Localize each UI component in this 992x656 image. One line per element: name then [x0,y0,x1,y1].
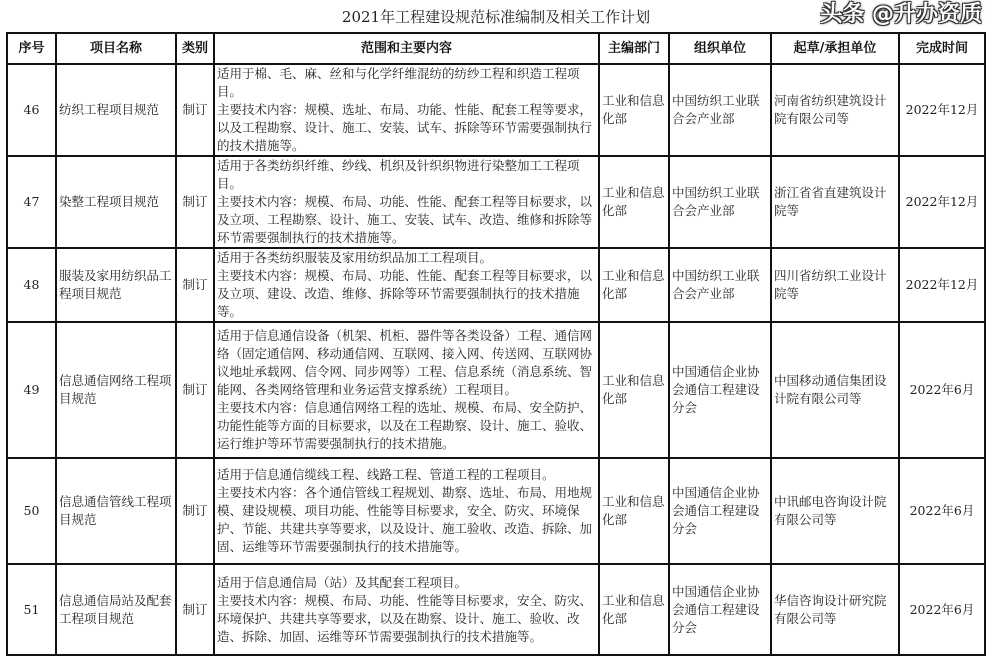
drafting-unit: 华信咨询设计研究院有限公司等 [771,564,899,655]
table-row [7,564,985,655]
table-row [7,458,985,564]
plan-table [6,32,986,656]
lead-department: 工业和信息化部 [599,322,669,458]
header-no: 序号 [7,33,56,64]
scope-scope: 适用于信息通信缆线工程、线路工程、管道工程的工程项目。 [217,467,555,482]
header-scope: 范围和主要内容 [214,33,599,64]
header-drafter: 起草/承担单位 [771,33,899,64]
scope-content: 主要技术内容：规模、选址、布局、功能、性能、配套工程等要求，以及工程勘察、设计、施工、安装、试车、拆除等环节需要强制执行的技术措施等。 [217,102,593,153]
scope-content [214,564,599,655]
scope-content [214,156,599,248]
row-number: 51 [7,564,56,655]
document-title: 2021年工程建设规范标准编制及相关工作计划 [341,8,651,26]
scope-content: 主要技术内容：规模、布局、功能、性能等目标要求，安全、防灾、环境保护、共建共享等要求，以及在勘察、设计、施工、验收、改造、拆除、加固、运维等环节需要强制执行的技术措施等。 [217,592,593,644]
completion-time: 2022年6月 [899,564,985,655]
scope-content: 主要技术内容：信息通信网络工程的选址、规模、布局、安全防护、功能性能等方面的目标要求，以及在工程勘察、设计、施工、验收、运行维护等环节需要强制执行的技术措施。 [217,400,593,451]
project-name: 服装及家用纺织品工程项目规范 [56,248,176,322]
drafting-unit: 浙江省省直建筑设计院等 [771,156,899,248]
table-header-row [7,33,985,64]
project-name: 纺织工程项目规范 [56,64,176,156]
category: 制订 [176,64,214,156]
table-row [7,156,985,248]
scope-content [214,248,599,322]
row-number: 49 [7,322,56,458]
completion-time: 2022年6月 [899,322,985,458]
scope-content: 主要技术内容：规模、布局、功能、性能、配套工程等目标要求，以及立项、工程勘察、设计、施工、安装、试车、改造、维修和拆除等环节需要强制执行的技术措施等。 [217,194,593,245]
organizing-unit: 中国通信企业协会通信工程建设分会 [669,564,771,655]
category: 制订 [176,564,214,655]
scope-scope: 适用于信息通信设备（机架、机柜、器件等各类设备）工程、通信网络（固定通信网、移动通信网、互联网、接入网、传送网、互联网协议地址承载网、信令网、同步网等）工程、信息系统（消息系统、智能网、各类网络管理和业务运营支撑系统）工程项目。 [217,328,593,397]
row-number: 48 [7,248,56,322]
lead-department: 工业和信息化部 [599,564,669,655]
category: 制订 [176,156,214,248]
lead-department: 工业和信息化部 [599,248,669,322]
scope-scope: 适用于各类纺织服装及家用纺织品加工工程项目。 [217,250,493,265]
lead-department: 工业和信息化部 [599,458,669,564]
header-dept: 主编部门 [599,33,669,64]
drafting-unit: 河南省纺织建筑设计院有限公司等 [771,64,899,156]
row-number: 46 [7,64,56,156]
header-time: 完成时间 [899,33,985,64]
project-name: 信息通信网络工程项目规范 [56,322,176,458]
drafting-unit: 四川省纺织工业设计院等 [771,248,899,322]
organizing-unit: 中国通信企业协会通信工程建设分会 [669,322,771,458]
organizing-unit: 中国纺织工业联合会产业部 [669,64,771,156]
scope-content: 主要技术内容：各个通信管线工程规划、勘察、选址、布局、用地规模、建设规模、项目功能、性能等目标要求，安全、防灾、环境保护、节能、共建共享等要求，以及设计、施工验收、改造、拆除、加固、运维等环节需要强制执行的技术措施等。 [217,485,593,554]
category: 制订 [176,458,214,564]
row-number: 47 [7,156,56,248]
completion-time: 2022年6月 [899,458,985,564]
scope-scope: 适用于信息通信局（站）及其配套工程项目。 [217,574,468,590]
completion-time: 2022年12月 [899,64,985,156]
category: 制订 [176,248,214,322]
lead-department: 工业和信息化部 [599,64,669,156]
category: 制订 [176,322,214,458]
organizing-unit: 中国通信企业协会通信工程建设分会 [669,458,771,564]
table-row [7,64,985,156]
table-row [7,322,985,458]
drafting-unit: 中讯邮电咨询设计院有限公司等 [771,458,899,564]
scope-content [214,64,599,156]
completion-time: 2022年12月 [899,156,985,248]
header-name: 项目名称 [56,33,176,64]
header-type: 类别 [176,33,214,64]
scope-scope: 适用于棉、毛、麻、丝和与化学纤维混纺的纺纱工程和织造工程项目。 [217,66,580,99]
row-number: 50 [7,458,56,564]
drafting-unit: 中国移动通信集团设计院有限公司等 [771,322,899,458]
scope-content: 主要技术内容：规模、布局、功能、性能、配套工程等目标要求，以及立项、建设、改造、维修、拆除等环节需要强制执行的技术措施等。 [217,268,593,319]
project-name: 信息通信局站及配套工程项目规范 [56,564,176,655]
organizing-unit: 中国纺织工业联合会产业部 [669,248,771,322]
project-name: 染整工程项目规范 [56,156,176,248]
completion-time: 2022年12月 [899,248,985,322]
project-name: 信息通信管线工程项目规范 [56,458,176,564]
lead-department: 工业和信息化部 [599,156,669,248]
scope-scope: 适用于各类纺织纤维、纱线、机织及针织织物进行染整加工工程项目。 [217,158,580,191]
organizing-unit: 中国纺织工业联合会产业部 [669,156,771,248]
watermark: 头条 @升办资质 [820,2,982,27]
table-row [7,248,985,322]
scope-content [214,322,599,458]
header-org: 组织单位 [669,33,771,64]
scope-content [214,458,599,564]
